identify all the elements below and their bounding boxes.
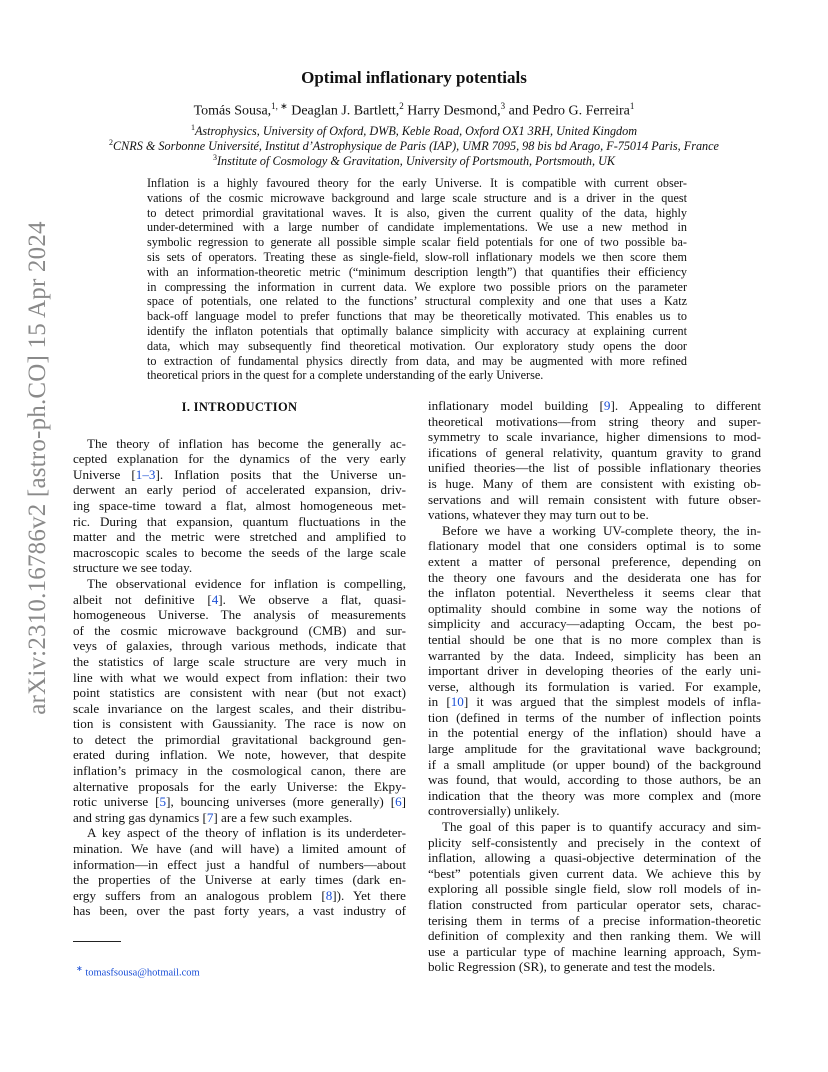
text-line: ifications of general relativity, quantum gravity to grand [428, 444, 761, 460]
abstract-line: identify the inflaton potentials that optimally balance simplicity with accuracy at explaining current [147, 323, 687, 338]
text-line: plicity self-consistently and precisely in the context of [428, 834, 761, 850]
text-line: Before we have a working UV-complete theory, the in- [442, 522, 761, 538]
arxiv-stamp [18, 221, 58, 715]
text-line: the properties of the Universe at early times (dark en- [73, 872, 406, 888]
text-line: controversially) unlikely. [428, 803, 560, 819]
text-line: inflation’s primacy in the cosmological canon, there are [73, 763, 406, 779]
text-line: simplicity and accuracy—adapting Occam, the best po- [428, 616, 761, 632]
abstract-line: symbolic regression to generate all possible simple scalar field potentials for one of two possible ba- [147, 235, 687, 250]
footnote-rule [73, 941, 121, 942]
author-affiliation-mark: 2 [399, 101, 404, 111]
text-line: veys of galaxies, through various methods, indicate that [73, 638, 406, 654]
text-line: matter and the metric were stretched and amplified to [73, 529, 406, 545]
affiliation [0, 138, 828, 154]
text-line: Universe [1–3]. Inflation posits that the Universe un- [73, 466, 406, 482]
author-affiliation-mark: 1, ∗ [271, 101, 288, 111]
abstract-line: to detect primordial gravitational waves. It is also, given the current quality of the data, highly [147, 205, 687, 220]
footnote-email-link[interactable]: tomasfsousa@hotmail.com [85, 967, 200, 979]
text-line: definition of complexity and then ranking them. We will [428, 928, 761, 944]
affiliation-text: Astrophysics, University of Oxford, DWB, Keble Road, Oxford OX1 3RH, United Kingdom [194, 124, 638, 139]
text-line: the inflaton potential. Nevertheless it seems clear that [428, 585, 761, 601]
text-line: structure we see today. [73, 560, 193, 576]
text-line: ing space-time toward a flat, almost homogeneous met- [73, 497, 406, 513]
affiliation [0, 153, 828, 169]
author-name: Harry Desmond, [403, 103, 501, 119]
text-line: erated during inflation. We note, however, that despite [73, 747, 406, 763]
text-line: vations, whatever they may turn out to be. [428, 507, 649, 523]
abstract-line: space of potentials, one related to the functions’ structural complexity and one that uses a Katz [147, 294, 687, 309]
abstract-line: under-determined with a large number of candidate implementations. We use a new method in [147, 220, 687, 235]
text-line: mination. We have (and will have) a limited amount of [73, 841, 406, 857]
text-line: in the potential energy of the inflation) should have a [428, 725, 761, 741]
paragraph [73, 825, 406, 919]
abstract-line: Inflation is a highly favoured theory for the early Universe. It is compatible with current obser- [147, 176, 687, 190]
text-line: derwent an early period of accelerated expansion, driv- [73, 482, 406, 498]
text-line: symmetry to scale invariance, higher dimensions to mod- [428, 429, 761, 445]
citation-link[interactable]: 5 [159, 794, 167, 810]
author-name: and Pedro G. Ferreira [505, 103, 630, 119]
affiliation-mark: 3 [212, 153, 217, 162]
abstract [147, 176, 687, 383]
text-line: optimality should combine in some way the notions of [428, 600, 761, 616]
text-line: verse, although its formulation is varied. For example, [428, 678, 761, 694]
text-line: tential should be one that is no more complex than is [428, 631, 761, 647]
text-line: is huge. Many of them are consistent with existing ob- [428, 475, 761, 491]
left-column [73, 398, 406, 919]
text-line: of the cosmic microwave background (CMB) and sur- [73, 622, 406, 638]
abstract-line: back-off language model to prefer functions that may be theoretically motivated. This enables us to [147, 309, 687, 324]
text-line: if a small amplitude (or upper bound) of the background [428, 756, 761, 772]
paragraph [73, 576, 406, 826]
citation-link[interactable]: 9 [603, 398, 611, 413]
citation-link[interactable]: 6 [395, 794, 402, 810]
right-column-body [428, 398, 761, 975]
abstract-line: with an information-theoretic metric (“minimum description length”) that quantifies their efficiency [147, 264, 687, 279]
text-line: exploring all possible single field, slow roll models of in- [428, 881, 761, 897]
text-line: flationary model that one considers optimal is to some [428, 538, 761, 554]
citation-link[interactable]: 4 [211, 591, 219, 607]
text-line: A key aspect of the theory of inflation is its underdeter- [87, 825, 406, 841]
citation-link[interactable]: 1–3 [135, 466, 156, 482]
text-line: the theory one favours and the desiderata one has for [428, 569, 761, 585]
text-line: The theory of inflation has become the generally ac- [87, 435, 406, 451]
text-line: in [10] it was argued that the simplest models of infla- [428, 694, 761, 710]
author-affiliation-mark: 1 [629, 101, 635, 111]
text-line: The goal of this paper is to quantify accuracy and sim- [442, 819, 761, 835]
paragraph [428, 819, 761, 975]
text-line: terising them in terms of a precise information-theoretic [428, 912, 761, 928]
paper-title: Optimal inflationary potentials [301, 68, 527, 87]
affiliation-text: CNRS & Sorbonne Université, Institut d’Astrophysique de Paris (IAP), UMR 7095, 98 bis bd Arago, F-75014 Paris, France [113, 139, 719, 154]
author-name: Tomás Sousa, [193, 103, 272, 119]
text-line: warranted by the data. Indeed, simplicity has been an [428, 647, 761, 663]
text-line: albeit not definitive [4]. We observe a flat, quasi- [73, 591, 407, 607]
section-heading: I. INTRODUCTION [181, 400, 298, 414]
text-line: tion is consistent with Gaussianity. The race is now on [73, 716, 406, 732]
text-line: extent a matter of personal preference, depending on [428, 553, 761, 569]
text-line: information—in effect just a handful of numbers—about [73, 856, 406, 872]
text-line: the statistics of large scale structure are very much in [73, 653, 406, 669]
text-line: macroscopic scales to become the seeds of the large scale [73, 544, 406, 560]
abstract-line: data, which may subsequently find theoretical motivation. Our exploratory study opens the door [147, 338, 687, 353]
footnote [76, 964, 200, 979]
text-line: important driver in developing theories of the early uni- [428, 663, 761, 679]
text-line: cepted explanation for the dynamics of the very early [73, 451, 406, 467]
author-list [0, 101, 828, 120]
left-column-body [73, 436, 406, 919]
text-line: alternative proposals for the early Universe: the Ekpy- [73, 778, 406, 794]
text-line: was found, that would, according to those authors, be an [428, 772, 761, 788]
text-line: large amplitude for the gravitational wave background; [428, 741, 761, 757]
footnote-mark: ∗ [76, 964, 83, 973]
paragraph [428, 523, 761, 819]
text-line: point statistics are consistent with near (but not exact) [73, 685, 406, 701]
affiliation [0, 123, 828, 139]
affiliation-mark: 1 [190, 123, 195, 132]
paragraph [428, 398, 761, 523]
abstract-line: in compressing the information in current data. We explore two possible priors on the parameter [147, 279, 687, 294]
text-line: and string gas dynamics [7] are a few such examples. [73, 809, 353, 825]
text-line: ric. During that expansion, quantum fluctuations in the [73, 513, 406, 529]
abstract-line: theoretical priors in the quest for a complete understanding of the early Universe. [147, 368, 544, 383]
citation-link[interactable]: 8 [325, 887, 333, 903]
paragraph [73, 436, 406, 576]
text-line: scale invariance on the largest scales, and their distribu- [73, 700, 406, 716]
text-line: to detect the primordial gravitational background gen- [73, 731, 406, 747]
abstract-line: sis sets of operators. Treating these as single-field, slow-roll inflationary models we then score them [147, 249, 687, 264]
text-line: rotic universe [5], bouncing universes (more generally) [6] [73, 794, 406, 810]
text-line: homogeneous Universe. The analysis of measurements [73, 607, 406, 623]
text-line: unified theories—the list of possible inflationary theories [428, 460, 761, 476]
affiliation-mark: 2 [109, 138, 114, 147]
text-line: “best” potentials given current data. We achieve this by [428, 865, 761, 881]
text-line: has been, over the past forty years, a vast industry of [73, 903, 406, 919]
text-line: flation constructed from particular operator sets, charac- [428, 897, 761, 912]
text-line: bolic Regression (SR), to generate and test the models. [428, 959, 716, 975]
abstract-line: vations of the cosmic microwave background and large scale structure and is a driver in the quest [147, 190, 687, 205]
text-line: inflationary model building [9]. Appealing to different [428, 398, 762, 413]
author-name: Deaglan J. Bartlett, [287, 103, 400, 119]
text-line: indication that the theory was more complex and (more [428, 787, 761, 803]
author-affiliation-mark: 3 [500, 101, 506, 111]
abstract-line: to extraction of fundamental physics directly from data, and may be augmented with more refined [147, 353, 687, 368]
citation-link[interactable]: 7 [206, 809, 214, 825]
citation-link[interactable]: 10 [450, 694, 464, 710]
right-column [428, 398, 761, 975]
text-line: inflation, allowing a quasi-objective determination of the [428, 850, 761, 866]
text-line: The observational evidence for inflation is compelling, [87, 575, 406, 591]
text-line: theoretical motivations—from string theory and super- [428, 413, 761, 429]
text-line: ergy suffers from an analogous problem [8]). Yet there [73, 887, 406, 903]
text-line: servations and will remain consistent with future obser- [428, 491, 761, 507]
text-line: use a particular type of machine learning approach, Sym- [428, 943, 761, 959]
arxiv-identifier[interactable]: arXiv:2310.16786v2 [astro-ph.CO] 15 Apr 2024 [24, 221, 51, 715]
affiliation-text: Institute of Cosmology & Gravitation, University of Portsmouth, Portsmouth, UK [216, 154, 616, 169]
text-line: line with what we would expect from inflation: their two [73, 669, 406, 685]
text-line: tion (defined in terms of the number of inflection points [428, 709, 761, 725]
